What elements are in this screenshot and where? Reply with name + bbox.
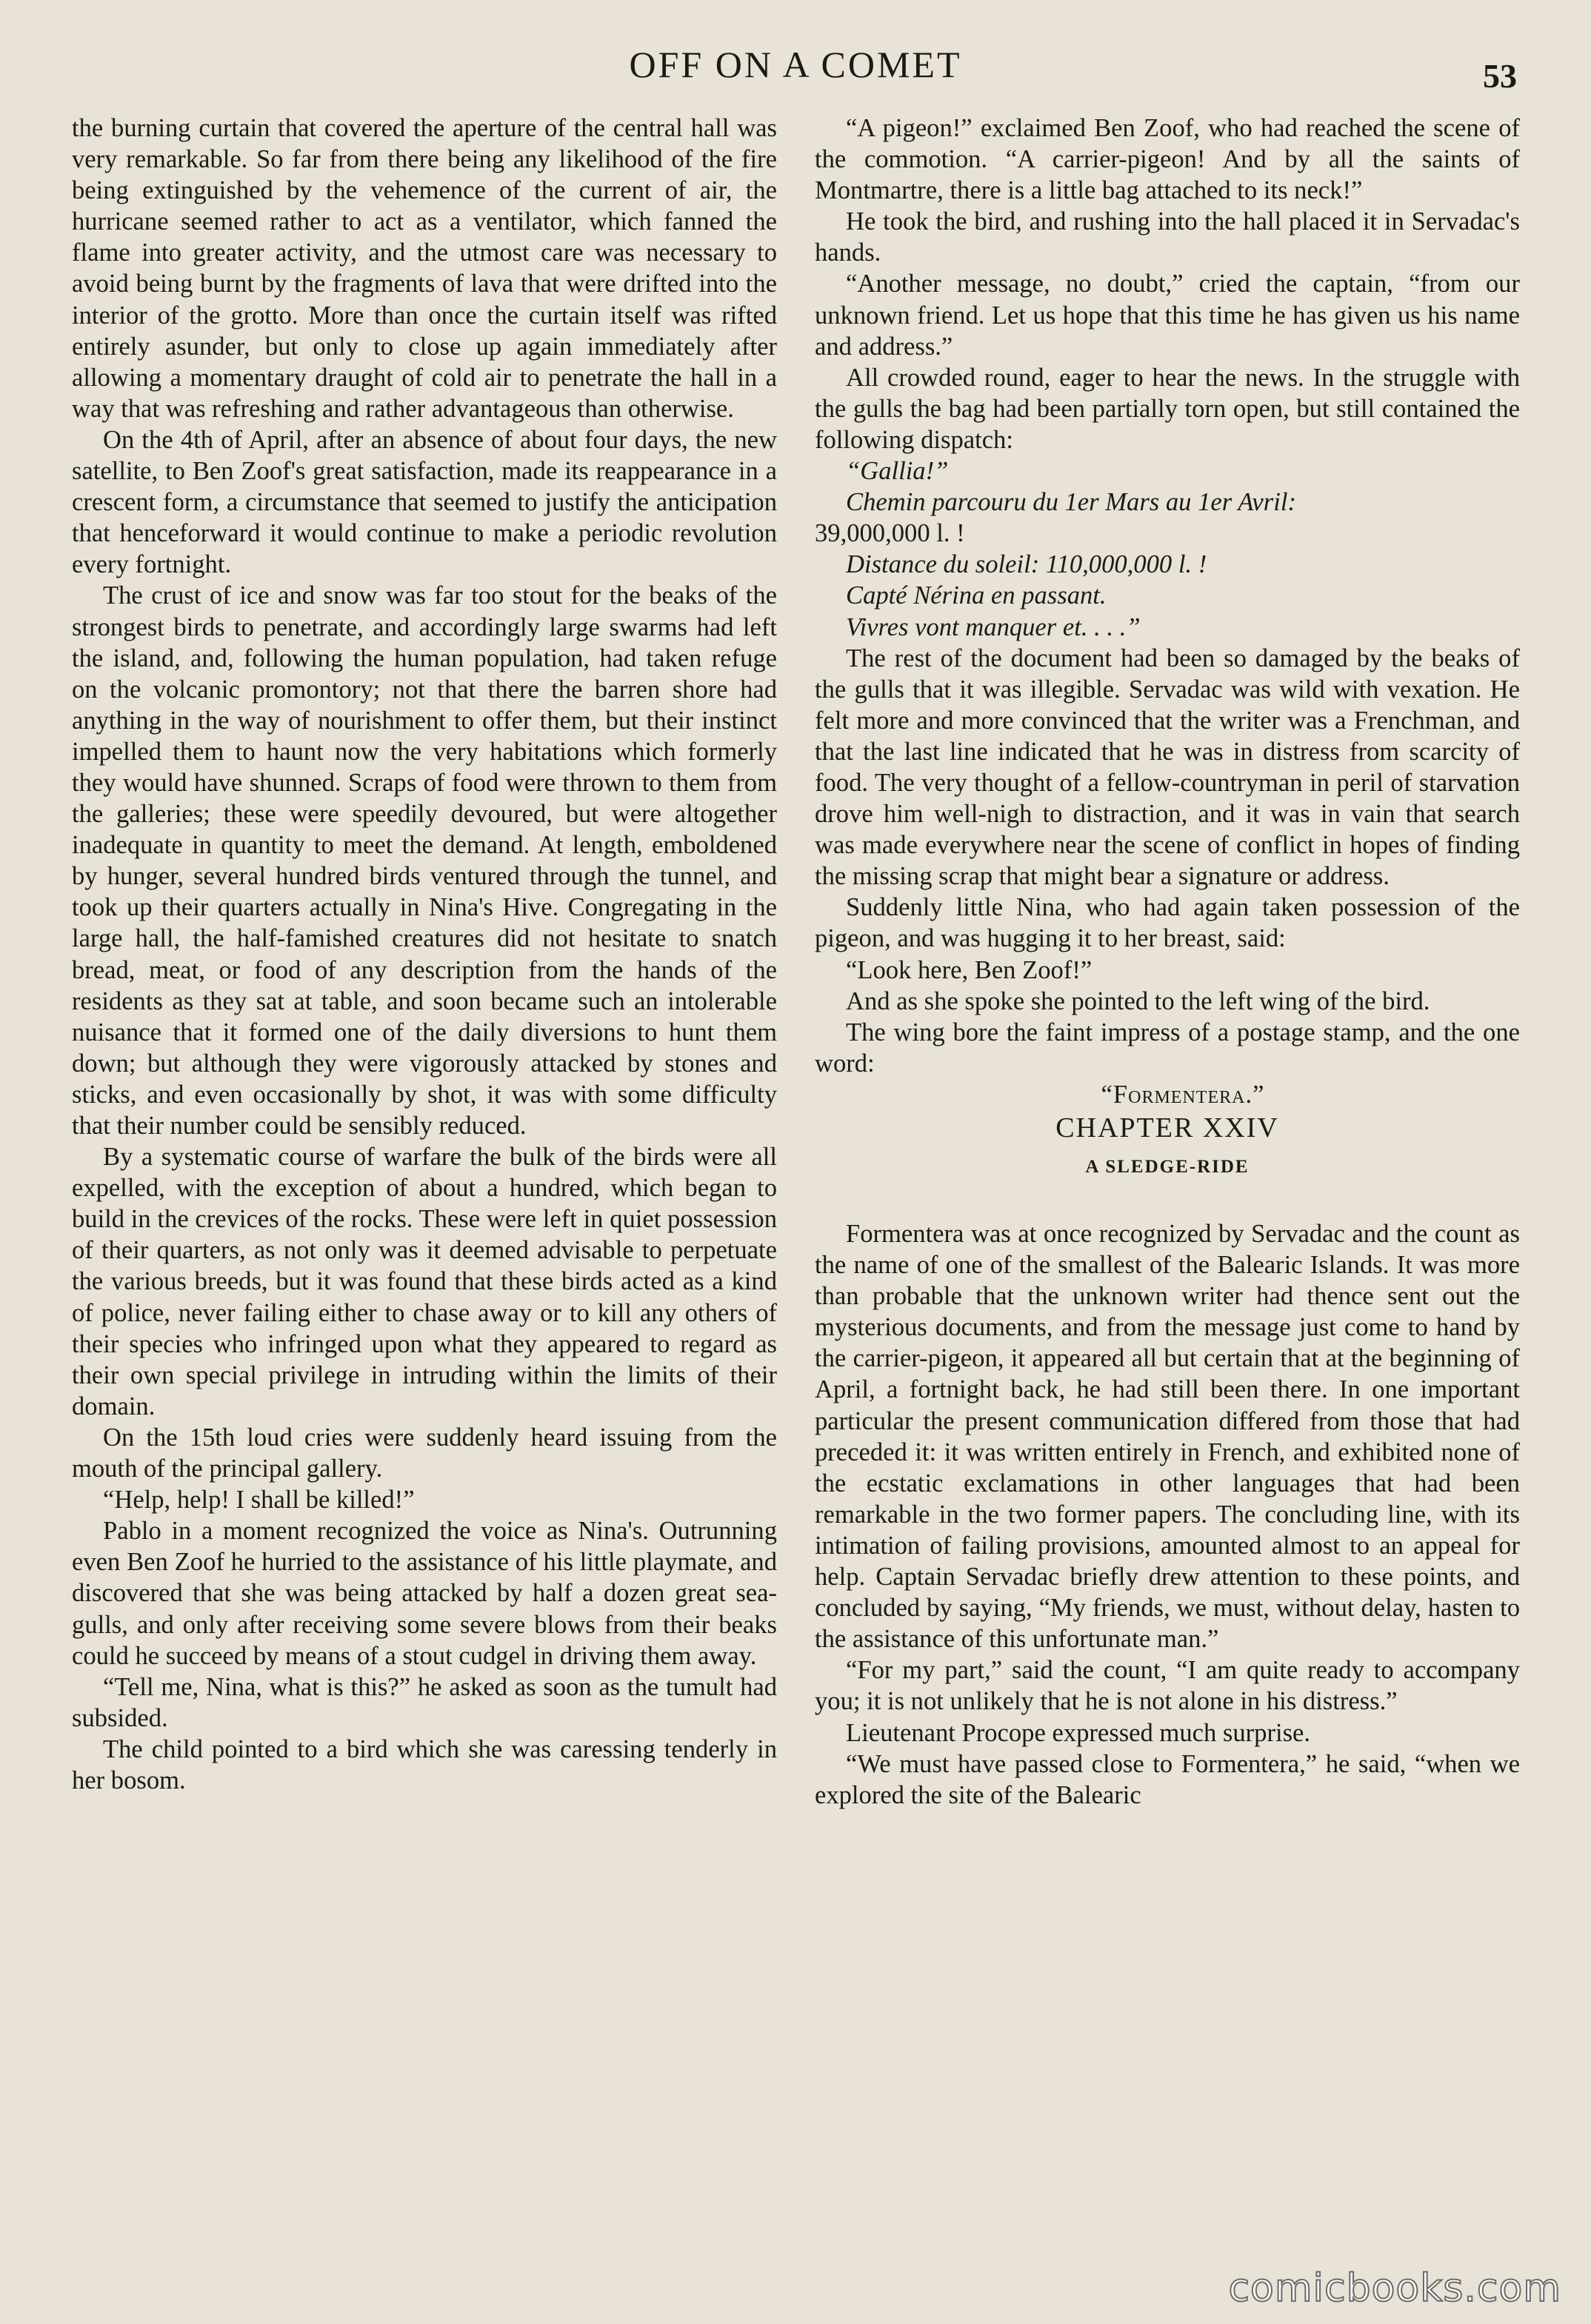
chapter-title: CHAPTER XXIV <box>1055 1112 1279 1143</box>
paragraph: the burning curtain that covered the aperture of the central hall was very remarkable. So far from there being any likelihood of the fire being extinguished by the vehemence of the current of air, the hurricane seemed rather to act as a ventilator, which fanned the flame into greater activity, and the utmost care was necessary to avoid being burnt by the fragments of lava that were drifted into the interior of the grotto. More than once the curtain itself was rifted entirely asunder, but only to close up again immediately after allowing a momentary draught of cold air to penetrate the hall in a way that was refreshing and rather advantageous than otherwise. <box>72 114 777 423</box>
paragraph: Formentera was at once recognized by Servadac and the count as the name of one of the smallest of the Balearic Islands. It was more than probable that the unknown writer had thence sent out the mysterious documents, and from the message just come to hand by the carrier-pigeon, it appeared all but certain that at the beginning of April, a fortnight back, he had still been there. In one important particular the present communication differed from those that had preceded it: it was written entirely in French, and exhibited none of the ecstatic exclamations in other languages that had been remarkable in the two former papers. The concluding line, with its intimation of failing provisions, amounted almost to an appeal for help. Captain Servadac briefly drew attention to these points, and concluded by saying, “My friends, we must, without delay, hasten to the assistance of this unfortunate man.” <box>815 1220 1520 1654</box>
paragraph: The child pointed to a bird which she was caressing tenderly in her bosom. <box>72 1734 777 1794</box>
stamp-word: “Formentera.” <box>1101 1080 1265 1109</box>
paragraph: “Tell me, Nina, what is this?” he asked as soon as the tumult had subsided. <box>72 1672 777 1732</box>
paragraph: “Help, help! I shall be killed!” <box>103 1486 415 1515</box>
paragraph: Lieutenant Procope expressed much surprise. <box>846 1718 1311 1747</box>
paragraph: On the 15th loud cries were suddenly heard issuing from the mouth of the principal gallery. <box>72 1423 777 1483</box>
watermark: comicbooks.com <box>1228 2266 1561 2311</box>
dispatch-line: Chemin parcouru du 1er Mars au 1er Avril: <box>846 488 1296 517</box>
paragraph: The rest of the document had been so damaged by the beaks of the gulls that it was illegible. Servadac was wild with vexation. He felt more and more convinced that the writer was a Frenchman, and that the last line indicated that he was in distress from scarcity of food. The very thought of a fellow-countryman in peril of starvation drove him well-nigh to distraction, and it was in vain that search was made everywhere near the scene of conflict in hopes of finding the missing scrap that might bear a signature or address. <box>815 644 1520 891</box>
paragraph: By a systematic course of warfare the bulk of the birds were all expelled, with the exception of about a hundred, which began to build in the crevices of the rocks. These were left in quiet possession of their quarters, as not only was it deemed advisable to perpetuate the various breeds, but it was found that these birds acted as a kind of police, never failing either to chase away or to kill any others of their species who infringed upon what they appeared to regard as their own special privilege in intruding within the limits of their domain. <box>72 1143 777 1420</box>
paragraph: The wing bore the faint impress of a postage stamp, and the one word: <box>815 1018 1520 1078</box>
page-number: 53 <box>1483 57 1517 95</box>
dispatch-line: Vivres vont manquer et. . . .” <box>846 612 1141 641</box>
dispatch-line: “Gallia!” <box>846 457 949 486</box>
paragraph: “Look here, Ben Zoof!” <box>846 955 1093 984</box>
paragraph: Suddenly little Nina, who had again taken possession of the pigeon, and was hugging it to her breast, said: <box>815 893 1520 953</box>
dispatch-line: 39,000,000 l. ! <box>815 519 965 548</box>
paragraph: The crust of ice and snow was far too stout for the beaks of the strongest birds to penetrate, and accordingly large swarms had left the island, and, following the human population, had taken refuge on the volcanic promontory; not that there the barren shore had anything in the way of nourishment to offer them, but their instinct impelled them to haunt now the very habitations which formerly they would have shunned. Scraps of food were thrown to them from the galleries; these were speedily devoured, but were altogether inadequate in quantity to meet the demand. At length, emboldened by hunger, several hundred birds ventured through the tunnel, and took up their quarters actually in Nina's Hive. Congregating in the large hall, the half-famished creatures did not hesitate to snatch bread, meat, or food of any description from the hands of the residents as they sat at table, and soon became such an intolerable nuisance that it formed one of the daily diversions to hunt them down; but although they were vigorously attacked by stones and sticks, and even occasionally by shot, it was with some difficulty that their number could be sensibly reduced. <box>72 581 777 1140</box>
paragraph: “A pigeon!” exclaimed Ben Zoof, who had reached the scene of the commotion. “A carrier-pigeon! And by all the saints of Montmartre, there is a little bag attached to its neck!” <box>815 114 1520 205</box>
dispatch-line: Capté Nérina en passant. <box>846 581 1107 610</box>
dispatch-message <box>815 455 1520 643</box>
paragraph: On the 4th of April, after an absence of about four days, the new satellite, to Ben Zoof's great satisfaction, made its reappearance in a crescent form, a circumstance that seemed to justify the anticipation that henceforward it would continue to make a periodic revolution every fortnight. <box>72 425 777 579</box>
paragraph: And as she spoke she pointed to the left wing of the bird. <box>846 986 1430 1015</box>
dispatch-line: Distance du soleil: 110,000,000 l. ! <box>846 550 1207 579</box>
running-title: OFF ON A COMET <box>629 44 962 85</box>
right-column <box>815 113 1520 1811</box>
paragraph: “Another message, no doubt,” cried the captain, “from our unknown friend. Let us hope that this time he has given us his name and address.” <box>815 270 1520 361</box>
chapter-subtitle: A SLEDGE-RIDE <box>1085 1157 1250 1177</box>
paragraph: All crowded round, eager to hear the news. In the struggle with the gulls the bag had been partially torn open, but still contained the following dispatch: <box>815 363 1520 454</box>
paragraph: “For my part,” said the count, “I am quite ready to accompany you; it is not unlikely that he is not alone in his distress.” <box>815 1656 1520 1716</box>
paragraph: Pablo in a moment recognized the voice as Nina's. Outrunning even Ben Zoof he hurried to the assistance of his little playmate, and discovered that she was being attacked by half a dozen great sea-gulls, and only after receiving some severe blows from their beaks could he succeed by means of a stout cudgel in driving them away. <box>72 1517 777 1670</box>
paragraph: He took the bird, and rushing into the hall placed it in Servadac's hands. <box>815 207 1520 267</box>
paragraph: “We must have passed close to Formentera,” he said, “when we explored the site of the Balearic <box>815 1749 1520 1809</box>
left-column <box>72 113 777 1796</box>
